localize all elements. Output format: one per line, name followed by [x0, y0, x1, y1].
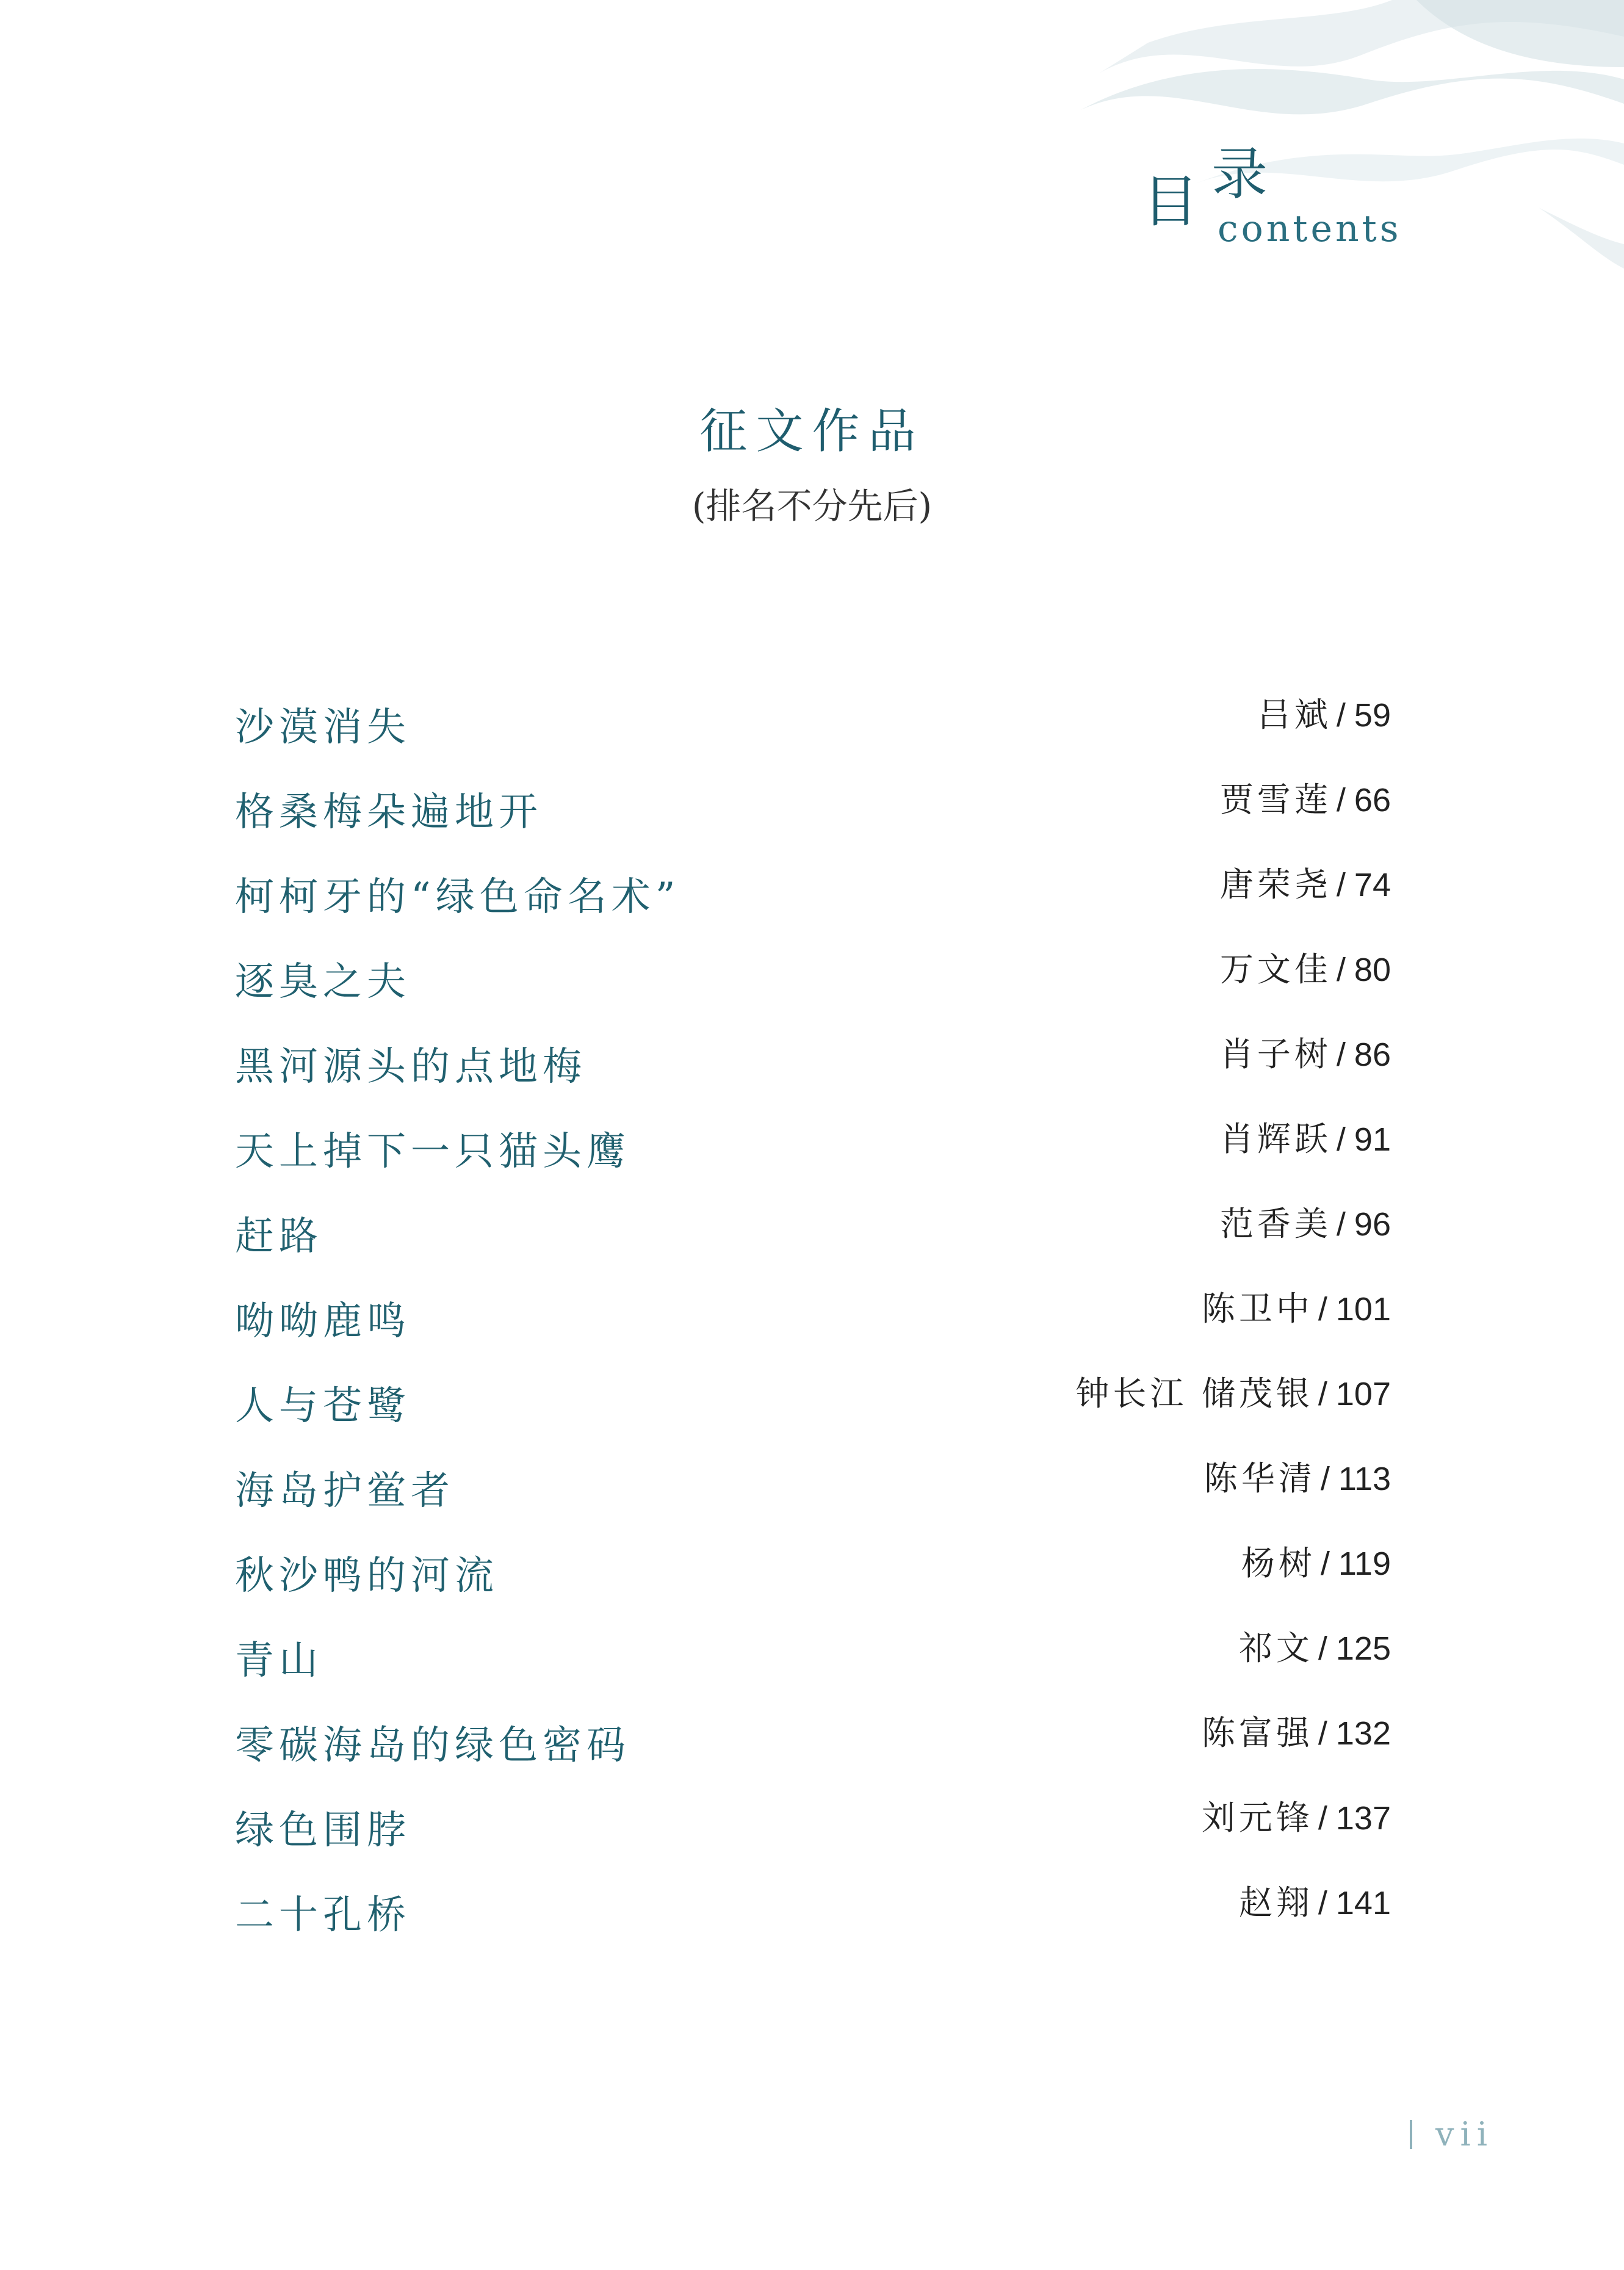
- toc-entry-author: 陈卫中: [1201, 1289, 1313, 1328]
- toc-entry[interactable]: [0, 1798, 1624, 1872]
- toc-entry-separator: /: [1318, 1376, 1327, 1412]
- toc-entry[interactable]: [0, 1035, 1624, 1108]
- toc-entry-author: 肖子树: [1219, 1035, 1332, 1074]
- toc-entry-separator: /: [1318, 1630, 1327, 1667]
- toc-entry-author: 杨树: [1241, 1544, 1316, 1583]
- toc-entry-meta: [1219, 1035, 1391, 1074]
- toc-entry-title[interactable]: 格桑梅朵遍地开: [235, 790, 543, 835]
- toc-entry-title[interactable]: 呦呦鹿鸣: [235, 1299, 411, 1344]
- toc-entry-page-number: 86: [1354, 1036, 1391, 1073]
- toc-entry-author: 贾雪莲: [1219, 780, 1332, 819]
- toc-entry-separator: /: [1336, 1036, 1346, 1073]
- toc-entry-separator: /: [1336, 952, 1346, 988]
- toc-entry-title[interactable]: 青山: [235, 1638, 323, 1683]
- toc-entry[interactable]: [0, 1628, 1624, 1702]
- toc-entry-page-number: 119: [1338, 1545, 1391, 1582]
- toc-entry-author: 肖辉跃: [1219, 1119, 1332, 1158]
- toc-entry[interactable]: [0, 1459, 1624, 1533]
- toc-entry-title[interactable]: 赶路: [235, 1214, 323, 1259]
- toc-entry-meta: [1219, 865, 1391, 904]
- toc-entry[interactable]: [0, 1119, 1624, 1193]
- toc-entry-separator: /: [1318, 1291, 1327, 1328]
- toc-entry-title[interactable]: 二十孔桥: [235, 1893, 411, 1938]
- toc-entry-meta: [1201, 1713, 1391, 1752]
- toc-entry-author: 刘元锋: [1201, 1798, 1313, 1837]
- toc-entry-meta: [1238, 1883, 1391, 1922]
- toc-entry-page-number: 74: [1354, 867, 1391, 903]
- toc-entry-author: 钟长江 储茂银: [1075, 1374, 1313, 1413]
- toc-entry-page-number: 125: [1335, 1630, 1391, 1667]
- toc-entry-page-number: 80: [1354, 952, 1391, 988]
- page-number-bar: [1410, 2120, 1412, 2149]
- toc-entry-title[interactable]: 柯柯牙的“绿色命名术”: [235, 875, 680, 920]
- toc-entry-author: 祁文: [1238, 1628, 1313, 1668]
- toc-entry-author: 赵翔: [1238, 1883, 1313, 1922]
- toc-entry-author: 吕斌: [1257, 695, 1332, 734]
- toc-entry-title[interactable]: 人与苍鹭: [235, 1384, 411, 1429]
- toc-entry-separator: /: [1336, 867, 1346, 903]
- toc-entry-meta: [1257, 695, 1391, 734]
- toc-entry-page-number: 96: [1354, 1206, 1391, 1243]
- toc-entry[interactable]: [0, 1374, 1624, 1448]
- toc-entry-separator: /: [1318, 1885, 1327, 1921]
- toc-entry-title[interactable]: 逐臭之夫: [235, 960, 411, 1005]
- toc-entry-meta: [1219, 780, 1391, 819]
- toc-entry[interactable]: [0, 1713, 1624, 1787]
- toc-entry-separator: /: [1336, 697, 1346, 734]
- toc-entry-author: 陈华清: [1204, 1459, 1316, 1498]
- toc-entry-author: 万文佳: [1219, 950, 1332, 989]
- toc-entry[interactable]: [0, 1883, 1624, 1957]
- toc-entry-title[interactable]: 零碳海岛的绿色密码: [235, 1723, 630, 1768]
- toc-entry-meta: [1219, 950, 1391, 989]
- contents-heading-char-2: 录: [1211, 142, 1268, 207]
- toc-entry[interactable]: [0, 1544, 1624, 1618]
- toc-entry-author: 陈富强: [1201, 1713, 1313, 1752]
- toc-entry-meta: [1075, 1374, 1391, 1413]
- toc-entry-separator: /: [1320, 1461, 1330, 1497]
- toc-entry-title[interactable]: 天上掉下一只猫头鹰: [235, 1129, 630, 1174]
- toc-entry[interactable]: [0, 1289, 1624, 1363]
- toc-entry-page-number: 107: [1335, 1376, 1391, 1412]
- toc-entry-title[interactable]: 沙漠消失: [235, 705, 411, 750]
- section-title: 征文作品: [699, 404, 925, 459]
- page-number-text: vii: [1435, 2115, 1494, 2153]
- toc-entry[interactable]: [0, 1204, 1624, 1278]
- toc-entry-separator: /: [1336, 782, 1346, 819]
- toc-entry-page-number: 137: [1335, 1800, 1391, 1837]
- toc-entry-meta: [1201, 1798, 1391, 1837]
- toc-entry[interactable]: [0, 780, 1624, 854]
- toc-entry[interactable]: [0, 950, 1624, 1024]
- toc-entry-page-number: 59: [1354, 697, 1391, 734]
- toc-entry-page-number: 113: [1338, 1461, 1391, 1497]
- toc-entry-separator: /: [1336, 1206, 1346, 1243]
- toc-entry-page-number: 66: [1354, 782, 1391, 819]
- page-number: [1410, 2115, 1494, 2153]
- toc-entry-meta: [1204, 1459, 1391, 1498]
- toc-entry-title[interactable]: 海岛护鲎者: [235, 1469, 455, 1514]
- toc-entry-page-number: 91: [1354, 1121, 1391, 1158]
- toc-entry[interactable]: [0, 865, 1624, 939]
- toc-entry[interactable]: [0, 695, 1624, 769]
- toc-entry-author: 唐荣尧: [1219, 865, 1332, 904]
- toc-entry-title[interactable]: 绿色围脖: [235, 1808, 411, 1853]
- contents-heading-english: contents: [1218, 208, 1402, 250]
- toc-entry-separator: /: [1336, 1121, 1346, 1158]
- toc-entry-title[interactable]: 秋沙鸭的河流: [235, 1553, 499, 1599]
- toc-entry-meta: [1219, 1119, 1391, 1158]
- toc-entry-meta: [1219, 1204, 1391, 1243]
- toc-entry-meta: [1241, 1544, 1391, 1583]
- toc-entry-meta: [1201, 1289, 1391, 1328]
- toc-entry-title[interactable]: 黑河源头的点地梅: [235, 1044, 586, 1090]
- toc-entry-page-number: 141: [1335, 1885, 1391, 1921]
- toc-entry-separator: /: [1318, 1800, 1327, 1837]
- toc-entry-page-number: 132: [1335, 1715, 1391, 1752]
- toc-entry-separator: /: [1318, 1715, 1327, 1752]
- section-note: (排名不分先后): [691, 485, 933, 527]
- toc-entry-separator: /: [1320, 1545, 1330, 1582]
- toc-entry-author: 范香美: [1219, 1204, 1332, 1243]
- toc-entry-page-number: 101: [1335, 1291, 1391, 1328]
- toc-entry-meta: [1238, 1628, 1391, 1668]
- contents-heading-char-1: 目: [1142, 169, 1199, 234]
